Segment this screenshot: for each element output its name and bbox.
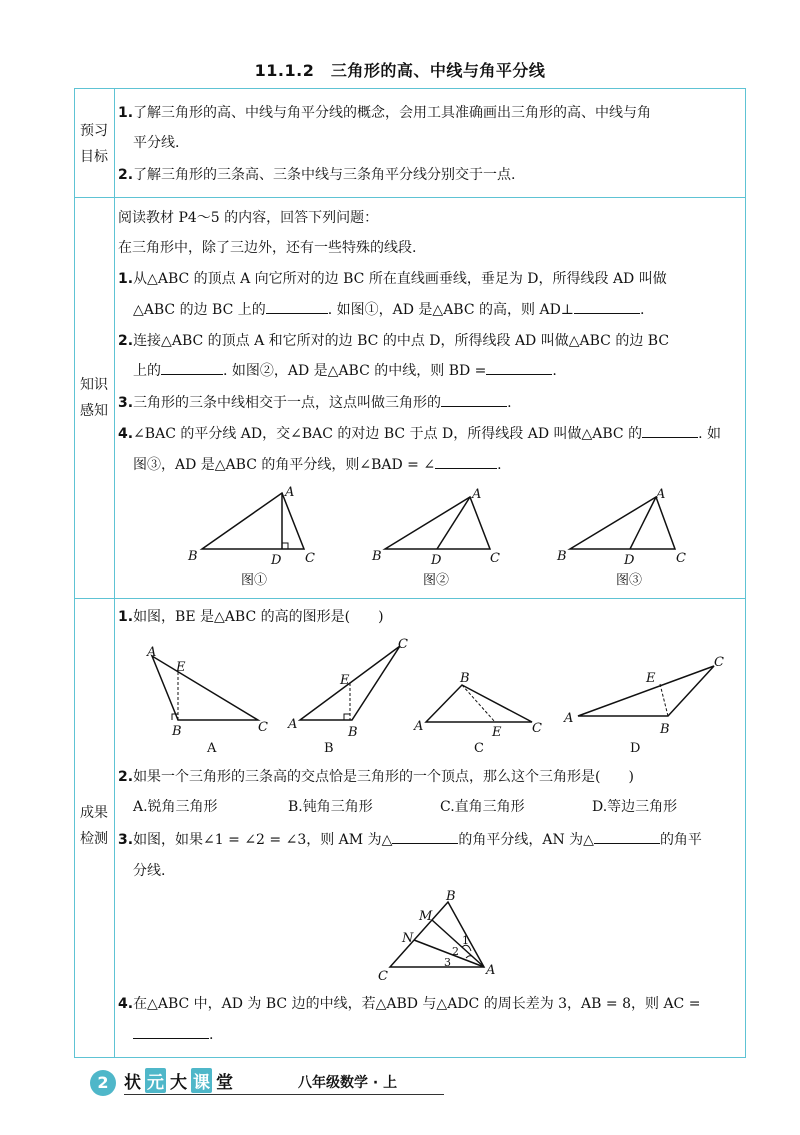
svg-text:E: E: [492, 725, 502, 740]
check-q4-line2: .: [133, 1024, 213, 1043]
svg-text:C: C: [474, 741, 484, 756]
knowledge-intro-2: 在三角形中，除了三边外，还有一些特殊的线段.: [118, 240, 417, 256]
check-q2-option-a[interactable]: A.锐角三角形: [133, 799, 218, 815]
svg-text:A: A: [414, 719, 424, 734]
svg-text:D: D: [431, 553, 442, 568]
section-label-knowledge: 知识 感知: [80, 377, 108, 419]
svg-text:A: A: [472, 487, 482, 502]
knowledge-q1-line2: △ABC 的边 BC 上的 . 如图①，AD 是△ABC 的高，则 AD⊥ .: [133, 299, 644, 319]
figure-1: [187, 485, 315, 588]
svg-text:B: B: [348, 725, 358, 740]
figure-2: [371, 487, 500, 588]
svg-text:A: A: [285, 485, 295, 500]
blank-c3a[interactable]: [392, 829, 458, 844]
check-q3-line1: 3.如图，如果∠1 = ∠2 = ∠3，则 AM 为△ 的角平分线，AN 为△ 的角平: [118, 829, 702, 849]
page-number: 2: [90, 1070, 116, 1096]
figure-3: [556, 487, 686, 588]
svg-text:B: B: [172, 724, 182, 739]
svg-text:C: C: [398, 637, 408, 652]
svg-text:D: D: [271, 553, 282, 568]
knowledge-q1-line1: 1.从△ABC 的顶点 A 向它所对的边 BC 所在直线画垂线，垂足为 D，所得线段 AD 叫做: [118, 271, 667, 287]
knowledge-intro-1: 阅读教材 P4～5 的内容，回答下列问题：: [118, 210, 379, 226]
check-q2-option-d[interactable]: D.等边三角形: [592, 799, 678, 815]
page-title: 11.1.2 三角形的高、中线与角平分线: [254, 61, 546, 80]
angle-figure: [378, 889, 495, 984]
footer-line: [124, 1094, 444, 1095]
svg-text:M: M: [419, 909, 433, 924]
blank-c4[interactable]: [133, 1024, 209, 1039]
subject-label: 八年级数学 · 上: [298, 1075, 398, 1091]
svg-text:B: B: [460, 671, 470, 686]
svg-text:1: 1: [462, 934, 469, 947]
svg-text:C: C: [676, 551, 686, 566]
svg-text:C: C: [490, 551, 500, 566]
section-label-preview: 预习 目标: [80, 123, 108, 165]
svg-text:A: A: [207, 741, 217, 756]
knowledge-q4-line2: 图③，AD 是△ABC 的角平分线，则∠BAD = ∠ .: [133, 454, 502, 474]
svg-text:N: N: [402, 931, 414, 946]
check-q2-option-b[interactable]: B.钝角三角形: [288, 799, 373, 815]
option-figure-c: [413, 671, 542, 756]
svg-text:C: C: [305, 551, 315, 566]
check-q4-line1: 4.在△ABC 中，AD 为 BC 边的中线，若△ABD 与△ADC 的周长差为 3，AB = 8，则 AC =: [118, 996, 701, 1012]
check-q2-option-c[interactable]: C.直角三角形: [440, 799, 525, 815]
svg-text:A: A: [564, 711, 574, 726]
svg-text:C: C: [532, 721, 542, 736]
check-q1: 1.如图，BE 是△ABC 的高的图形是( ): [118, 609, 384, 625]
svg-text:A: A: [486, 963, 496, 978]
option-figure-b: [287, 637, 408, 756]
svg-text:图②: 图②: [423, 573, 450, 588]
option-figure-a: [146, 645, 268, 756]
svg-text:C: C: [714, 655, 724, 670]
preview-item-2: 2.了解三角形的三条高、三条中线与三条角平分线分别交于一点.: [118, 167, 516, 183]
option-figure-d: [563, 655, 724, 756]
svg-text:A: A: [147, 645, 157, 660]
svg-text:B: B: [188, 549, 198, 564]
blank-c3b[interactable]: [594, 829, 660, 844]
preview-item-1-cont: 平分线.: [133, 135, 180, 151]
knowledge-q2-line1: 2.连接△ABC 的顶点 A 和它所对的边 BC 的中点 D，所得线段 AD 叫做△ABC 的边 BC: [118, 333, 670, 349]
svg-text:A: A: [288, 717, 298, 732]
svg-text:3: 3: [444, 956, 451, 969]
knowledge-q4-line1: 4.∠BAC 的平分线 AD，交∠BAC 的对边 BC 于点 D，所得线段 AD 叫做△ABC 的 . 如: [118, 423, 721, 443]
svg-text:图③: 图③: [616, 573, 643, 588]
svg-text:B: B: [557, 549, 567, 564]
knowledge-q2-line2: 上的 . 如图②，AD 是△ABC 的中线，则 BD = .: [133, 360, 557, 380]
svg-text:B: B: [660, 722, 670, 737]
check-q2: 2.如果一个三角形的三条高的交点恰是三角形的一个顶点，那么这个三角形是( ): [118, 769, 634, 785]
svg-text:B: B: [446, 889, 456, 904]
svg-text:2: 2: [452, 945, 459, 958]
section-label-check: 成果 检测: [80, 805, 108, 847]
svg-text:C: C: [378, 969, 388, 984]
svg-text:B: B: [372, 549, 382, 564]
svg-text:图①: 图①: [241, 573, 268, 588]
preview-item-1: 1.了解三角形的高、中线与角平分线的概念，会用工具准确画出三角形的高、中线与角: [118, 105, 652, 121]
svg-text:A: A: [656, 487, 666, 502]
svg-text:B: B: [324, 741, 334, 756]
knowledge-q3: 3.三角形的三条中线相交于一点，这点叫做三角形的 .: [118, 392, 512, 412]
svg-text:D: D: [624, 553, 635, 568]
svg-text:D: D: [630, 741, 641, 756]
brand-logo: 状 元 大 课 堂: [124, 1068, 237, 1096]
check-q3-line2: 分线.: [133, 863, 166, 879]
svg-text:E: E: [340, 673, 350, 688]
svg-text:E: E: [176, 660, 186, 675]
svg-text:E: E: [646, 671, 656, 686]
svg-text:C: C: [258, 720, 268, 735]
